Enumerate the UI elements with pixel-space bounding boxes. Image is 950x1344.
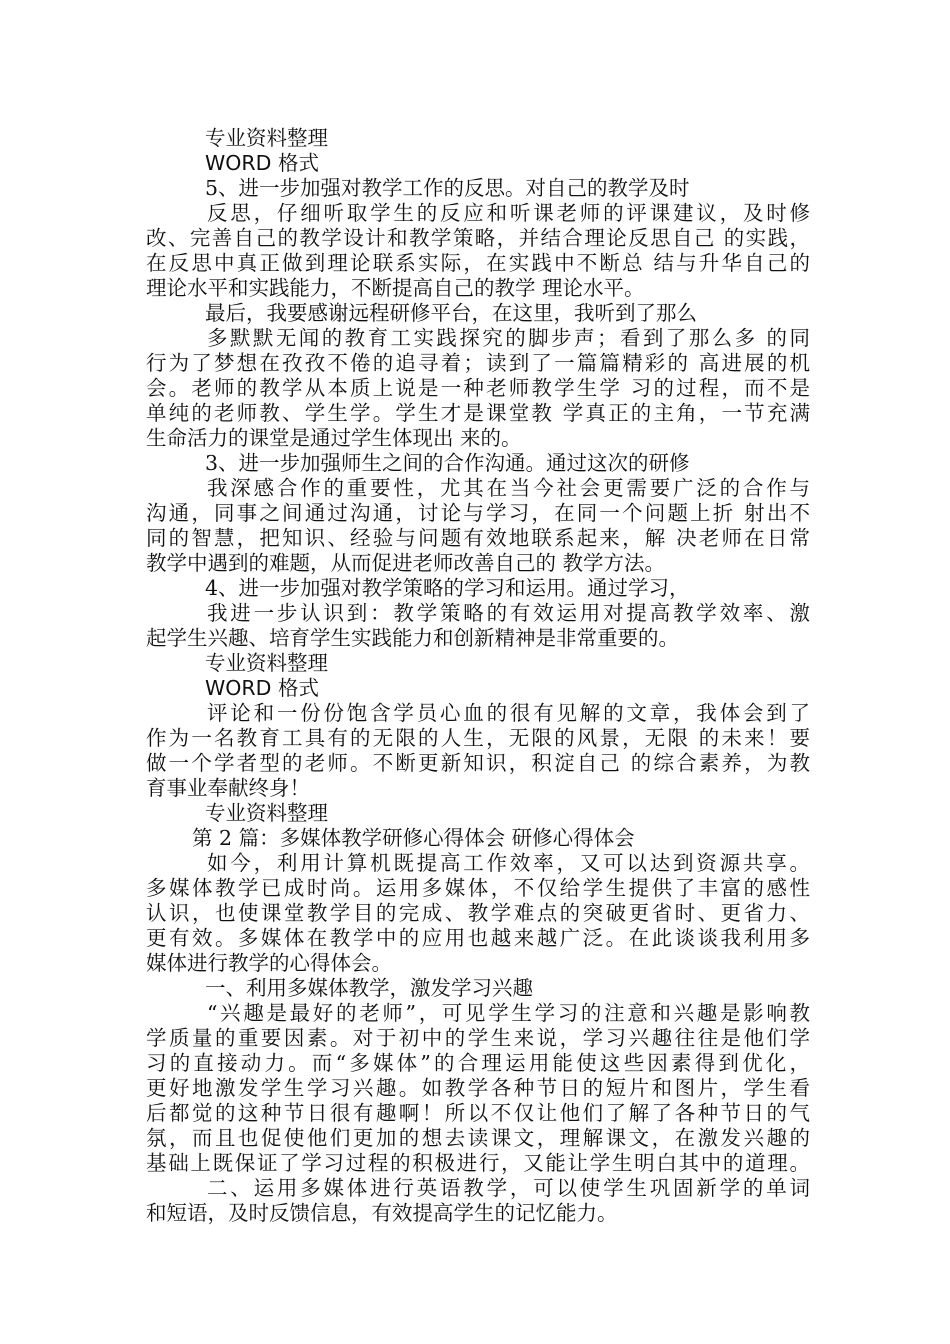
body-text-line: 多媒体教学已成时尚。运用多媒体，不仅给学生提供了丰富的感性 [146, 876, 810, 900]
body-text-line: 第 2 篇：多媒体教学研修心得体会 研修心得体会 [192, 826, 635, 850]
body-text-line: 一、利用多媒体教学，激发学习兴趣 [205, 976, 533, 1000]
body-text-line: 认识，也使课堂教学目的完成、教学难点的突破更省时、更省力、 [146, 901, 810, 925]
body-text-line: 生命活力的课堂是通过学生体现出 来的。 [146, 426, 522, 450]
body-text-line: 我深感合作的重要性，尤其在当今社会更需要广泛的合作与 [207, 476, 810, 500]
body-text-line: 4、进一步加强对教学策略的学习和运用。通过学习， [205, 576, 690, 600]
body-text-line: 改、完善自己的教学设计和教学策略，并结合理论反思自己 的实践， [146, 226, 810, 250]
body-text-line: 沟通，同事之间通过沟通，讨论与学习，在同一个问题上折 射出不 [146, 501, 810, 525]
body-text-line: 媒体进行教学的心得体会。 [146, 951, 392, 975]
body-text-line: 习的直接动力。而“多媒体”的合理运用能使这些因素得到优化， [146, 1051, 810, 1075]
body-text-line: 育事业奉献终身！ [146, 776, 310, 800]
body-text-line: 行为了梦想在孜孜不倦的追寻着；读到了一篇篇精彩的 高进展的机 [146, 351, 810, 375]
body-text-line: “兴趣是最好的老师”，可见学生学习的注意和兴趣是影响教 [207, 1001, 810, 1025]
body-text-line: 更好地激发学生学习兴趣。如教学各种节日的短片和图片，学生看 [146, 1076, 810, 1100]
body-text-line: 在反思中真正做到理论联系实际，在实践中不断总 结与升华自己的 [146, 251, 810, 275]
page-header-text: 专业资料整理 [205, 651, 328, 675]
body-text-line: 评论和一份份饱含学员心血的很有见解的文章，我体会到了 [207, 701, 810, 725]
page-header-text: 专业资料整理 [205, 126, 328, 150]
body-text-line: 氛，而且也促使他们更加的想去读课文，理解课文，在激发兴趣的 [146, 1126, 810, 1150]
body-text-line: 教学中遇到的难题，从而促进老师改善自己的 教学方法。 [146, 551, 666, 575]
page-header-text: 专业资料整理 [205, 801, 328, 825]
body-text-line: 理论水平和实践能力，不断提高自己的教学 理论水平。 [146, 276, 645, 300]
body-text-line: 同的智慧，把知识、经验与问题有效地联系起来，解 决老师在日常 [146, 526, 810, 550]
body-text-line: 作为一名教育工具有的无限的人生，无限的风景，无限 的未来！要 [146, 726, 810, 750]
page-header-text: WORD 格式 [205, 676, 319, 700]
body-text-line: 二、运用多媒体进行英语教学，可以使学生巩固新学的单词 [207, 1176, 810, 1200]
body-text-line: 反思，仔细听取学生的反应和听课老师的评课建议，及时修 [207, 201, 810, 225]
body-text-line: 学质量的重要因素。对于初中的学生来说，学习兴趣往往是他们学 [146, 1026, 810, 1050]
body-text-line: 后都觉的这种节日很有趣啊！所以不仅让他们了解了各种节日的气 [146, 1101, 810, 1125]
body-text-line: 多默默无闻的教育工实践探究的脚步声；看到了那么多 的同 [207, 326, 810, 350]
body-text-line: 单纯的老师教、学生学。学生才是课堂教 学真正的主角，一节充满 [146, 401, 810, 425]
body-text-line: 3、进一步加强师生之间的合作沟通。通过这次的研修 [205, 451, 690, 475]
body-text-line: 做一个学者型的老师。不断更新知识，积淀自己 的综合素养，为教 [146, 751, 810, 775]
body-text-line: 基础上既保证了学习过程的积极进行，又能让学生明白其中的道理。 [146, 1151, 810, 1175]
body-text-line: 5、进一步加强对教学工作的反思。对自己的教学及时 [205, 176, 690, 200]
body-text-line: 起学生兴趣、培育学生实践能力和创新精神是非常重要的。 [146, 626, 679, 650]
body-text-line: 会。老师的教学从本质上说是一种老师教学生学 习的过程，而不是 [146, 376, 810, 400]
body-text-line: 最后，我要感谢远程研修平台，在这里，我听到了那么 [205, 301, 697, 325]
body-text-line: 和短语，及时反馈信息，有效提高学生的记忆能力。 [146, 1201, 618, 1225]
body-text-line: 更有效。多媒体在教学中的应用也越来越广泛。在此谈谈我利用多 [146, 926, 810, 950]
body-text-line: 如今，利用计算机既提高工作效率，又可以达到资源共享。 [207, 851, 810, 875]
page-header-text: WORD 格式 [205, 151, 319, 175]
body-text-line: 我进一步认识到：教学策略的有效运用对提高教学效率、激 [207, 601, 810, 625]
